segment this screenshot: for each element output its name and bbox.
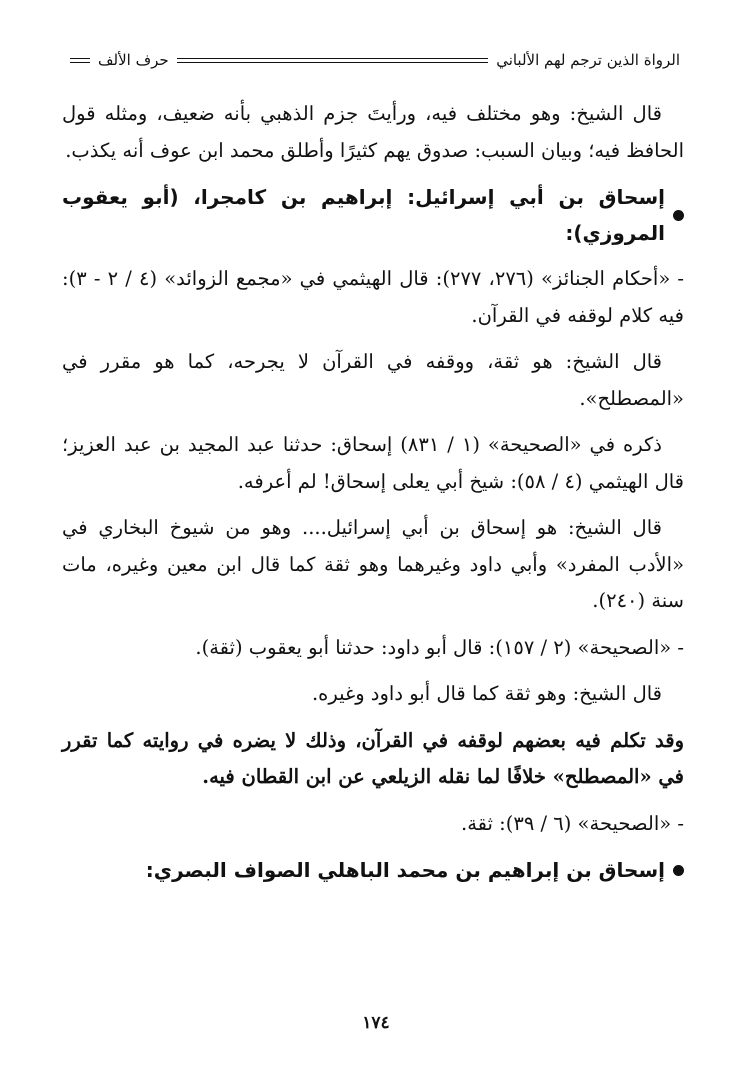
entry-heading-ishaq-ibn-abi-israil (62, 179, 684, 251)
paragraph-sheikh-comment-1: قال الشيخ: وهو مختلف فيه، ورأيتَ جزم الذهبي بأنه ضعيف، ومثله قول الحافظ فيه؛ وبيان السبب: صدوق يهم كثيرًا وأطلق محمد ابن عوف أنه يكذب. (62, 102, 684, 162)
bullet-icon (673, 210, 684, 221)
entry-heading-ishaq-ibn-ibrahim (62, 852, 684, 888)
paragraph-bold-note: وقد تكلم فيه بعضهم لوقفه في القرآن، وذلك لا يضره في روايته كما تقرر في «المصطلح» خلافًا لما نقله الزيلعي عن ابن القطان فيه. (62, 728, 684, 788)
paragraph-sahiha-citation-3: - «الصحيحة» (٦ / ٣٩): ثقة. (461, 811, 684, 835)
page-body (62, 96, 684, 898)
header-rule-end (70, 58, 90, 63)
header-rule (177, 58, 489, 63)
paragraph-sahiha-citation-1: ذكره في «الصحيحة» (١ / ٨٣١) إسحاق: حدثنا عبد المجيد بن عبد العزيز؛ قال الهيثمي (٤ / ٥٨): شيخ أبي يعلى إسحاق! لم أعرفه. (62, 433, 684, 493)
paragraph-sheikh-comment-2: قال الشيخ: هو ثقة، ووقفه في القرآن لا يجرحه، كما هو مقرر في «المصطلح». (62, 350, 684, 410)
page-number: ١٧٤ (362, 1013, 390, 1033)
entry-heading-text: إسحاق بن أبي إسرائيل: إبراهيم بن كامجرا، (أبو يعقوب المروزي): (62, 185, 665, 245)
entry-heading-text: إسحاق بن إبراهيم بن محمد الباهلي الصواف البصري: (145, 858, 665, 882)
paragraph-sahiha-citation-2: - «الصحيحة» (٢ / ١٥٧): قال أبو داود: حدثنا أبو يعقوب (ثقة). (195, 635, 684, 659)
bullet-icon (673, 865, 684, 876)
running-header (62, 48, 680, 72)
running-header-section: حرف الألف (98, 51, 169, 69)
running-header-book-title: الرواة الذين ترجم لهم الألباني (496, 51, 680, 69)
paragraph-sheikh-comment-4: قال الشيخ: وهو ثقة كما قال أبو داود وغيره. (311, 682, 662, 705)
paragraph-source-ahkam: - «أحكام الجنائز» (٢٧٦، ٢٧٧): قال الهيثمي في «مجمع الزوائد» (٤ / ٢ - ٣): فيه كلام لوقفه في القرآن. (62, 267, 684, 327)
paragraph-sheikh-comment-3: قال الشيخ: هو إسحاق بن أبي إسرائيل.... وهو من شيوخ البخاري في «الأدب المفرد» وأبي داود وغيرهما وهو ثقة كما قال ابن معين وغيره، مات سنة (٢٤٠). (62, 516, 684, 612)
